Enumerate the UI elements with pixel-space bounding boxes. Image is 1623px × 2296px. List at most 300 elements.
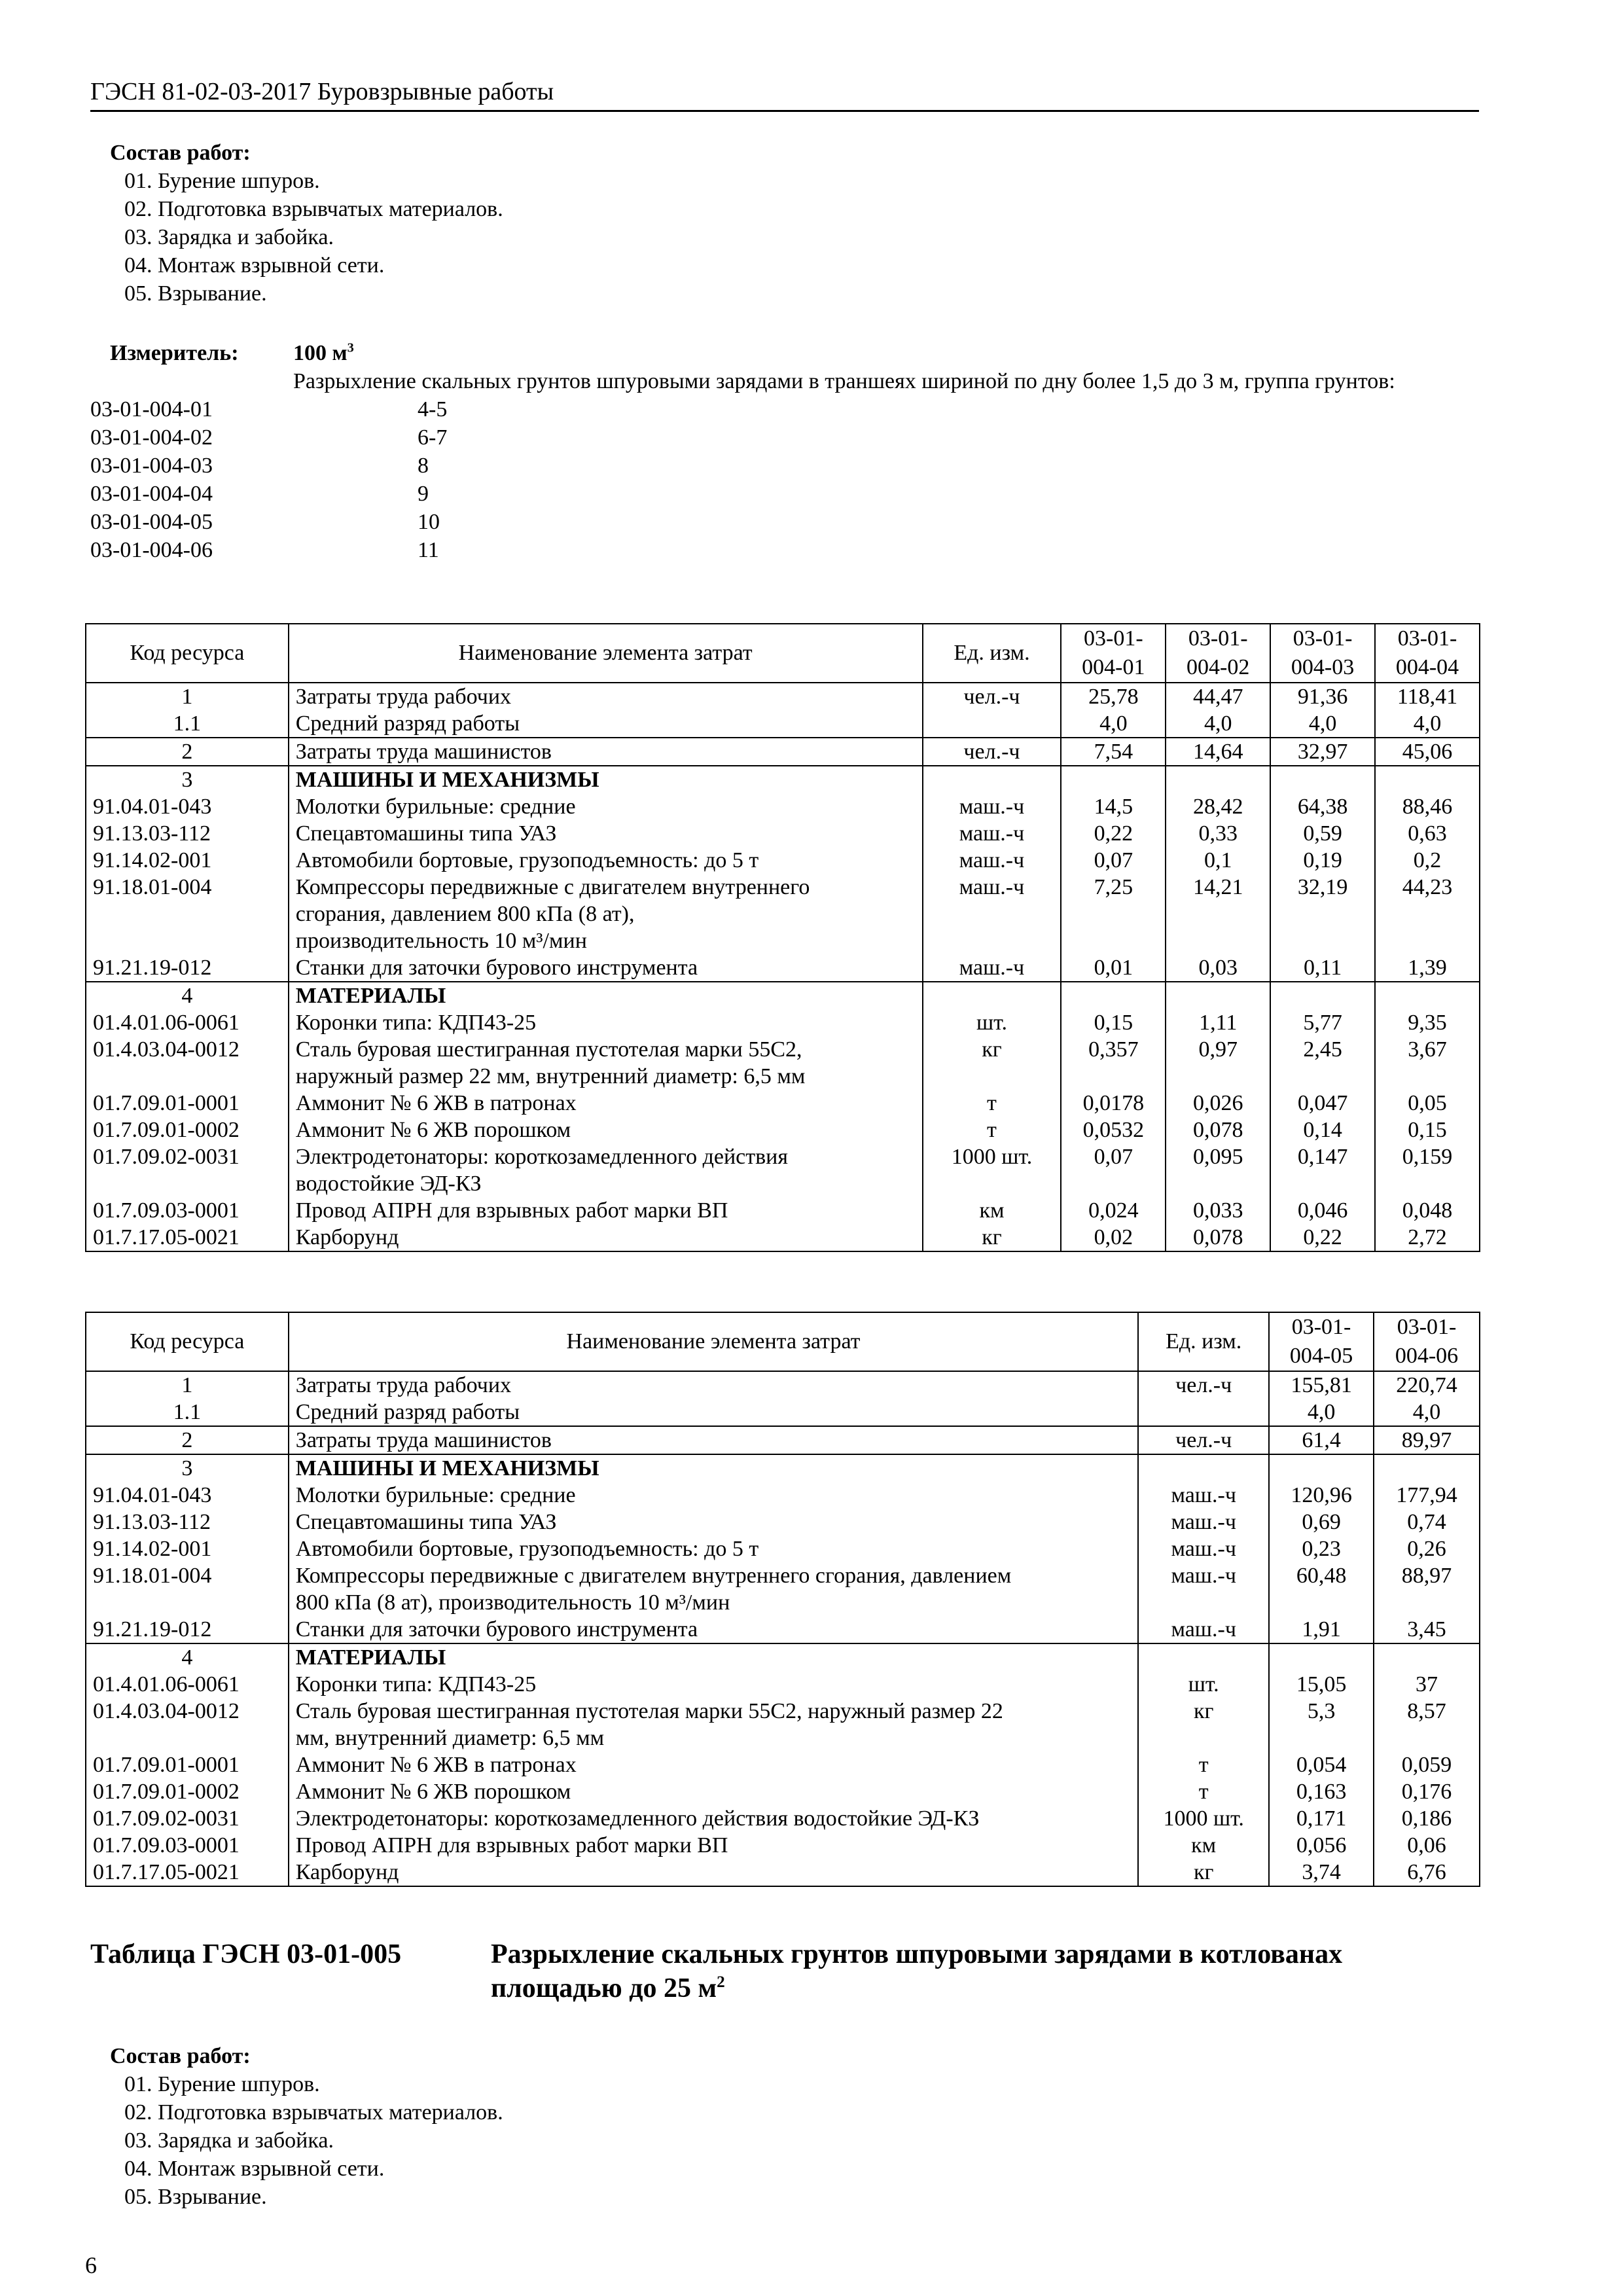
resource-table-1 (85, 623, 1480, 1252)
code-row (90, 536, 1484, 564)
col-header-line: 004-04 (1395, 655, 1459, 679)
resource-name (289, 1036, 923, 1090)
unit: 1000 шт. (1138, 1805, 1269, 1832)
rate-value: 0,05 (1375, 1090, 1480, 1117)
resource-name (289, 1482, 1138, 1509)
rate-value: 32,19 (1270, 874, 1375, 954)
code-row (90, 452, 1484, 480)
rate-value (1061, 766, 1166, 793)
rate-value: 0,69 (1269, 1509, 1374, 1535)
code: 03-01-004-01 (90, 397, 213, 422)
resource-name (289, 683, 923, 710)
resource-name-line: Автомобили бортовые, грузоподъемность: до 5 т (295, 1537, 759, 1561)
rate-value: 0,026 (1166, 1090, 1270, 1117)
rate-value: 7,54 (1061, 738, 1166, 766)
rate-value: 177,94 (1374, 1482, 1480, 1509)
meter-block (90, 339, 1484, 564)
resource-name (289, 1698, 1138, 1751)
rate-value (1061, 982, 1166, 1009)
resource-name (289, 1751, 1138, 1778)
unit: маш.-ч (923, 847, 1061, 874)
table-row (86, 1399, 1480, 1426)
rate-value: 0,2 (1375, 847, 1480, 874)
resource-name (289, 1616, 1138, 1643)
resource-name (289, 820, 923, 847)
rate-value: 0,078 (1166, 1117, 1270, 1143)
table-row (86, 820, 1480, 847)
unit: маш.-ч (923, 874, 1061, 954)
rate-value: 2,72 (1375, 1224, 1480, 1251)
composition-item: 05. Взрывание. (124, 281, 267, 306)
soil-group: 4-5 (418, 397, 448, 422)
col-header-line: 03-01- (1397, 1315, 1457, 1339)
col-header-line: 004-06 (1395, 1344, 1459, 1368)
resource-name-line: водостойкие ЭД-КЗ (295, 1172, 482, 1196)
rate-value: 0,078 (1166, 1224, 1270, 1251)
composition-item: 03. Зарядка и забойка. (124, 225, 334, 249)
unit: маш.-ч (923, 793, 1061, 820)
rate-value: 25,78 (1061, 683, 1166, 710)
work-composition (90, 139, 503, 308)
resource-name (289, 1509, 1138, 1535)
col-header-line: 004-03 (1291, 655, 1355, 679)
rate-value: 0,11 (1270, 954, 1375, 982)
rate-value: 91,36 (1270, 683, 1375, 710)
rate-value: 0,33 (1166, 820, 1270, 847)
rate-value: 0,186 (1374, 1805, 1480, 1832)
rate-value: 45,06 (1375, 738, 1480, 766)
code-row (90, 480, 1484, 508)
resource-name (289, 1454, 1138, 1482)
rate-value: 32,97 (1270, 738, 1375, 766)
table-row (86, 1535, 1480, 1562)
table-row (86, 793, 1480, 820)
resource-name-line: 800 кПа (8 ат), производительность 10 м³/мин (295, 1590, 730, 1615)
table-row (86, 1698, 1480, 1751)
resource-code: 01.7.17.05-0021 (86, 1224, 289, 1251)
resource-name (289, 1671, 1138, 1698)
next-table-title (90, 1937, 1486, 2005)
rate-value: 9,35 (1375, 1009, 1480, 1036)
resource-name-line: Коронки типа: КДП43-25 (295, 1672, 537, 1696)
col-header-rate (1375, 624, 1480, 683)
table-row (86, 1859, 1480, 1886)
rate-value: 0,147 (1270, 1143, 1375, 1197)
rate-value: 4,0 (1166, 710, 1270, 738)
composition-heading: Состав работ: (110, 141, 251, 165)
table-row (86, 1562, 1480, 1616)
rate-value: 14,5 (1061, 793, 1166, 820)
resource-code: 01.7.09.02-0031 (86, 1143, 289, 1197)
rate-value: 0,23 (1269, 1535, 1374, 1562)
rate-value: 0,059 (1374, 1751, 1480, 1778)
rate-value: 0,74 (1374, 1509, 1480, 1535)
rate-value: 0,171 (1269, 1805, 1374, 1832)
rate-value: 61,4 (1269, 1426, 1374, 1454)
rate-value: 120,96 (1269, 1482, 1374, 1509)
resource-name-line: Молотки бурильные: средние (295, 795, 576, 819)
unit: км (923, 1197, 1061, 1224)
rate-value: 0,63 (1375, 820, 1480, 847)
resource-name-line: Сталь буровая шестигранная пустотелая марки 55С2, (295, 1037, 802, 1062)
rate-value: 0,06 (1374, 1832, 1480, 1859)
resource-code: 2 (86, 1426, 289, 1454)
col-header-line: 004-02 (1186, 655, 1250, 679)
code: 03-01-004-03 (90, 454, 213, 478)
col-header-line: 03-01- (1293, 626, 1353, 651)
resource-code: 1 (86, 1371, 289, 1399)
resource-code: 91.21.19-012 (86, 1616, 289, 1643)
col-header-rate (1270, 624, 1375, 683)
meter-description: Разрыхление скальных грунтов шпуровыми зарядами в траншеях шириной по дну более 1,5 до 3 м, группа грунтов: (293, 369, 1395, 393)
resource-code: 01.7.09.03-0001 (86, 1832, 289, 1859)
rate-value: 0,14 (1270, 1117, 1375, 1143)
unit: кг (923, 1224, 1061, 1251)
rate-value: 4,0 (1270, 710, 1375, 738)
table-row (86, 1143, 1480, 1197)
rate-value: 0,59 (1270, 820, 1375, 847)
resource-name-line: наружный размер 22 мм, внутренний диаметр: 6,5 мм (295, 1064, 806, 1088)
unit: 1000 шт. (923, 1143, 1061, 1197)
resource-code: 91.04.01-043 (86, 793, 289, 820)
table-row (86, 1778, 1480, 1805)
rate-value: 3,67 (1375, 1036, 1480, 1090)
unit (923, 710, 1061, 738)
unit: маш.-ч (1138, 1535, 1269, 1562)
resource-code: 91.14.02-001 (86, 1535, 289, 1562)
resource-name-line: Провод АПРН для взрывных работ марки ВП (295, 1833, 728, 1857)
resource-name-line: Спецавтомашины типа УАЗ (295, 1510, 557, 1534)
soil-group: 11 (418, 538, 439, 562)
rate-value: 0,22 (1270, 1224, 1375, 1251)
col-header-rate (1269, 1312, 1374, 1371)
composition-item: 02. Подготовка взрывчатых материалов. (124, 2100, 503, 2125)
table-row (86, 1751, 1480, 1778)
code-row (90, 423, 1484, 452)
resource-code: 1.1 (86, 710, 289, 738)
resource-name (289, 1778, 1138, 1805)
rate-value (1375, 766, 1480, 793)
resource-name-line: МАТЕРИАЛЫ (295, 1645, 446, 1670)
rate-value: 14,21 (1166, 874, 1270, 954)
rate-value: 0,03 (1166, 954, 1270, 982)
rate-value (1269, 1454, 1374, 1482)
rate-value: 2,45 (1270, 1036, 1375, 1090)
rate-value: 0,01 (1061, 954, 1166, 982)
resource-code: 91.18.01-004 (86, 874, 289, 954)
col-header-code: Код ресурса (86, 1312, 289, 1371)
col-header-rate (1061, 624, 1166, 683)
rate-value: 0,024 (1061, 1197, 1166, 1224)
rate-value: 0,02 (1061, 1224, 1166, 1251)
table-row (86, 1643, 1480, 1671)
col-header-line: 03-01- (1291, 1315, 1351, 1339)
table-row (86, 710, 1480, 738)
code-row (90, 508, 1484, 536)
composition-item: 01. Бурение шпуров. (124, 2072, 320, 2096)
table-row (86, 1671, 1480, 1698)
unit: чел.-ч (923, 683, 1061, 710)
rate-value: 0,26 (1374, 1535, 1480, 1562)
page-header: ГЭСН 81-02-03-2017 Буровзрывные работы (90, 77, 1479, 112)
resource-name (289, 1143, 923, 1197)
rate-value (1166, 766, 1270, 793)
rate-value: 0,159 (1375, 1143, 1480, 1197)
resource-name (289, 847, 923, 874)
resource-name-line: Затраты труда машинистов (295, 1428, 552, 1452)
rate-value: 118,41 (1375, 683, 1480, 710)
resource-name-line: Затраты труда рабочих (295, 1373, 512, 1397)
rate-value: 7,25 (1061, 874, 1166, 954)
resource-code: 3 (86, 1454, 289, 1482)
resource-name-line: Аммонит № 6 ЖВ в патронах (295, 1091, 577, 1115)
resource-name (289, 1197, 923, 1224)
unit: маш.-ч (1138, 1562, 1269, 1616)
resource-code: 01.7.09.01-0002 (86, 1117, 289, 1143)
table-row (86, 1805, 1480, 1832)
col-header-rate (1374, 1312, 1480, 1371)
table-row (86, 1616, 1480, 1643)
unit: маш.-ч (923, 820, 1061, 847)
resource-name (289, 1832, 1138, 1859)
col-header-code: Код ресурса (86, 624, 289, 683)
resource-code: 01.4.01.06-0061 (86, 1671, 289, 1698)
table-row (86, 1197, 1480, 1224)
resource-name-line: Компрессоры передвижные с двигателем внутреннего (295, 875, 810, 899)
resource-code: 1 (86, 683, 289, 710)
work-composition-2 (90, 2042, 503, 2211)
table-row (86, 1224, 1480, 1251)
unit: шт. (1138, 1671, 1269, 1698)
unit: кг (923, 1036, 1061, 1090)
resource-name (289, 982, 923, 1009)
resource-name (289, 1371, 1138, 1399)
resource-name-line: Станки для заточки бурового инструмента (295, 956, 698, 980)
rate-value: 3,74 (1269, 1859, 1374, 1886)
rate-value: 6,76 (1374, 1859, 1480, 1886)
resource-code: 01.4.03.04-0012 (86, 1698, 289, 1751)
resource-name (289, 1805, 1138, 1832)
code: 03-01-004-04 (90, 482, 213, 506)
resource-name-line: Средний разряд работы (295, 1400, 520, 1424)
code: 03-01-004-05 (90, 510, 213, 534)
resource-code: 01.7.09.01-0001 (86, 1751, 289, 1778)
unit: т (923, 1090, 1061, 1117)
rate-value: 5,3 (1269, 1698, 1374, 1751)
rate-value: 0,15 (1375, 1117, 1480, 1143)
soil-group: 6-7 (418, 425, 448, 450)
col-header-name: Наименование элемента затрат (289, 1312, 1138, 1371)
resource-name (289, 1224, 923, 1251)
col-header-line: 004-05 (1289, 1344, 1353, 1368)
resource-name (289, 1859, 1138, 1886)
resource-name-line: Автомобили бортовые, грузоподъемность: до 5 т (295, 848, 759, 872)
resource-name-line: Средний разряд работы (295, 711, 520, 736)
table-row (86, 1090, 1480, 1117)
rate-value: 0,19 (1270, 847, 1375, 874)
resource-code: 01.7.09.01-0002 (86, 1778, 289, 1805)
table-row (86, 1832, 1480, 1859)
resource-name (289, 1643, 1138, 1671)
rate-value: 0,357 (1061, 1036, 1166, 1090)
col-header-line: 03-01- (1397, 626, 1457, 651)
resource-name-line: МАТЕРИАЛЫ (295, 984, 446, 1008)
table-row (86, 738, 1480, 766)
meter-value: 100 $м^3$ (293, 340, 354, 365)
rate-value: 0,07 (1061, 1143, 1166, 1197)
rate-value: 0,163 (1269, 1778, 1374, 1805)
col-header-unit: Ед. изм. (923, 624, 1061, 683)
rate-value: 0,095 (1166, 1143, 1270, 1197)
unit: маш.-ч (1138, 1616, 1269, 1643)
resource-code: 91.14.02-001 (86, 847, 289, 874)
resource-code: 01.7.17.05-0021 (86, 1859, 289, 1886)
resource-name-line: Аммонит № 6 ЖВ порошком (295, 1780, 571, 1804)
rate-value (1270, 982, 1375, 1009)
resource-code: 91.13.03-112 (86, 820, 289, 847)
resource-name-line: Карборунд (295, 1225, 399, 1249)
unit: чел.-ч (1138, 1426, 1269, 1454)
soil-group: 8 (418, 454, 429, 478)
table-row (86, 1454, 1480, 1482)
resource-code: 01.4.01.06-0061 (86, 1009, 289, 1036)
resource-name (289, 738, 923, 766)
resource-code: 01.7.09.02-0031 (86, 1805, 289, 1832)
resource-code: 3 (86, 766, 289, 793)
rate-value: 44,23 (1375, 874, 1480, 954)
resource-name (289, 1009, 923, 1036)
resource-name (289, 1535, 1138, 1562)
rate-value: 0,15 (1061, 1009, 1166, 1036)
rate-value (1269, 1643, 1374, 1671)
code: 03-01-004-06 (90, 538, 213, 562)
rate-value: 1,91 (1269, 1616, 1374, 1643)
resource-name (289, 1562, 1138, 1616)
table-row (86, 1482, 1480, 1509)
rate-value (1166, 982, 1270, 1009)
resource-code: 01.4.03.04-0012 (86, 1036, 289, 1090)
rate-value: 3,45 (1374, 1616, 1480, 1643)
resource-name-line: Провод АПРН для взрывных работ марки ВП (295, 1198, 728, 1223)
unit: кг (1138, 1698, 1269, 1751)
rate-value: 0,047 (1270, 1090, 1375, 1117)
rate-value: 0,056 (1269, 1832, 1374, 1859)
rate-value: 37 (1374, 1671, 1480, 1698)
unit: маш.-ч (1138, 1509, 1269, 1535)
resource-name (289, 954, 923, 982)
table-row (86, 1117, 1480, 1143)
resource-name-line: производительность 10 м³/мин (295, 929, 587, 953)
resource-code: 1.1 (86, 1399, 289, 1426)
table-row (86, 683, 1480, 710)
rate-value (1374, 1454, 1480, 1482)
rate-value: 64,38 (1270, 793, 1375, 820)
table-row (86, 1426, 1480, 1454)
resource-name-line: Молотки бурильные: средние (295, 1483, 576, 1507)
rate-value: 0,054 (1269, 1751, 1374, 1778)
rate-value: 4,0 (1269, 1399, 1374, 1426)
rate-value: 4,0 (1061, 710, 1166, 738)
unit: чел.-ч (1138, 1371, 1269, 1399)
rate-value: 155,81 (1269, 1371, 1374, 1399)
next-table-title-line2: площадью до 25 $м^2$ (491, 1973, 725, 2003)
rate-value: 88,46 (1375, 793, 1480, 820)
soil-group: 10 (418, 510, 440, 534)
rate-value: 1,11 (1166, 1009, 1270, 1036)
rate-value: 14,64 (1166, 738, 1270, 766)
rate-value: 44,47 (1166, 683, 1270, 710)
unit (1138, 1643, 1269, 1671)
resource-code: 4 (86, 982, 289, 1009)
resource-name-line: Аммонит № 6 ЖВ порошком (295, 1118, 571, 1142)
rate-value: 0,0532 (1061, 1117, 1166, 1143)
resource-name (289, 793, 923, 820)
unit: кг (1138, 1859, 1269, 1886)
rate-value (1374, 1643, 1480, 1671)
resource-name-line: Электродетонаторы: короткозамедленного действия (295, 1145, 789, 1169)
code: 03-01-004-02 (90, 425, 213, 450)
resource-name (289, 710, 923, 738)
unit: маш.-ч (923, 954, 1061, 982)
col-header-name: Наименование элемента затрат (289, 624, 923, 683)
rate-value: 0,046 (1270, 1197, 1375, 1224)
table-row (86, 1036, 1480, 1090)
table-row (86, 1009, 1480, 1036)
rate-value: 0,176 (1374, 1778, 1480, 1805)
rate-value: 0,1 (1166, 847, 1270, 874)
resource-code: 91.21.19-012 (86, 954, 289, 982)
unit (923, 766, 1061, 793)
resource-name-line: Карборунд (295, 1860, 399, 1884)
table-row (86, 954, 1480, 982)
col-header-line: 03-01- (1188, 626, 1248, 651)
rate-value: 89,97 (1374, 1426, 1480, 1454)
unit: т (1138, 1778, 1269, 1805)
unit: маш.-ч (1138, 1482, 1269, 1509)
resource-code: 01.7.09.03-0001 (86, 1197, 289, 1224)
rate-value: 0,0178 (1061, 1090, 1166, 1117)
unit (1138, 1454, 1269, 1482)
rate-value: 0,048 (1375, 1197, 1480, 1224)
composition-item: 04. Монтаж взрывной сети. (124, 2157, 385, 2181)
composition-item: 03. Зарядка и забойка. (124, 2128, 334, 2153)
resource-name (289, 766, 923, 793)
table-row (86, 766, 1480, 793)
unit: км (1138, 1832, 1269, 1859)
resource-code: 91.18.01-004 (86, 1562, 289, 1616)
resource-table-2 (85, 1312, 1480, 1887)
table-row (86, 982, 1480, 1009)
resource-name-line: Затраты труда рабочих (295, 685, 512, 709)
rate-value: 15,05 (1269, 1671, 1374, 1698)
resource-name-line: Затраты труда машинистов (295, 740, 552, 764)
col-header-unit: Ед. изм. (1138, 1312, 1269, 1371)
composition-item: 02. Подготовка взрывчатых материалов. (124, 197, 503, 221)
composition-heading: Состав работ: (110, 2044, 251, 2068)
composition-item: 01. Бурение шпуров. (124, 169, 320, 193)
rate-value: 28,42 (1166, 793, 1270, 820)
col-header-line: 03-01- (1084, 626, 1143, 651)
table-row (86, 1509, 1480, 1535)
unit (1138, 1399, 1269, 1426)
resource-name (289, 1426, 1138, 1454)
rate-value: 0,07 (1061, 847, 1166, 874)
unit (923, 982, 1061, 1009)
page-number: 6 (85, 2252, 97, 2278)
resource-code: 91.04.01-043 (86, 1482, 289, 1509)
resource-name-line: сгорания, давлением 800 кПа (8 ат), (295, 902, 635, 926)
code-list (90, 395, 1484, 564)
